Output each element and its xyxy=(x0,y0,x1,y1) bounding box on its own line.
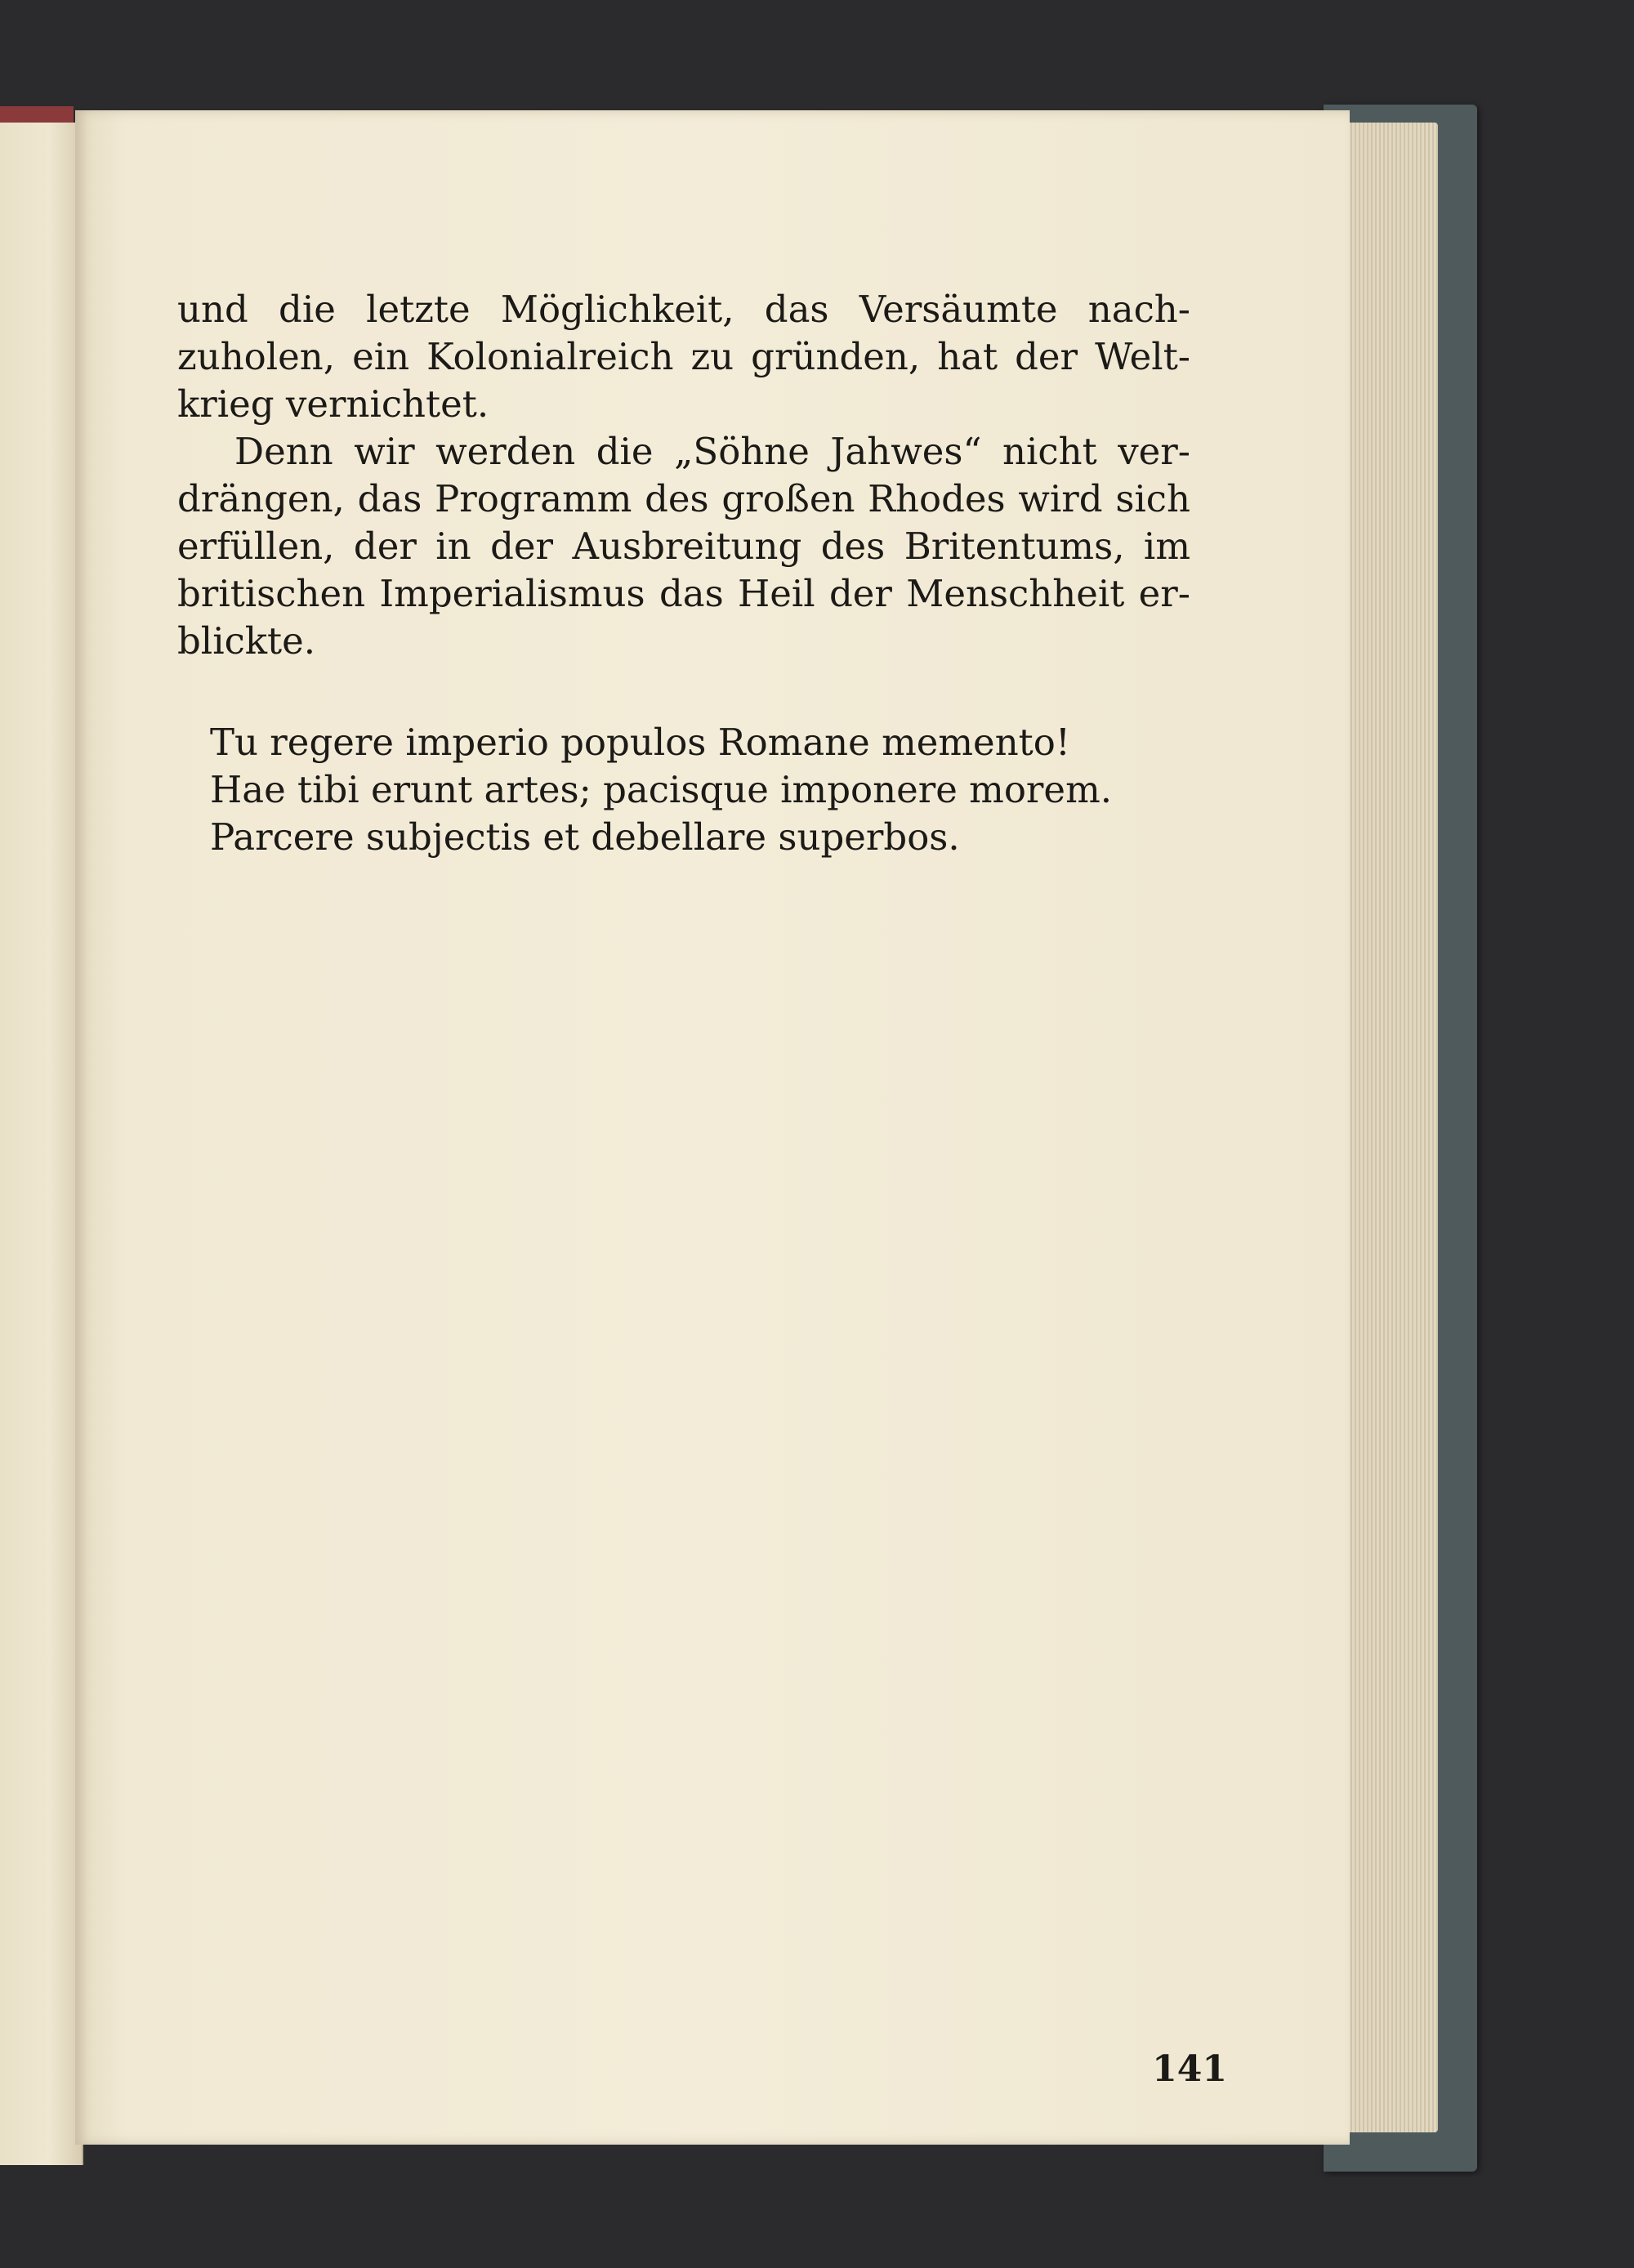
left-page-edge xyxy=(0,123,83,2165)
page-block-edges xyxy=(1340,123,1438,2132)
text-line: blickte. xyxy=(177,619,316,663)
text-line: Denn wir werden die „Söhne Jahwes“ nicht ver- xyxy=(234,430,1190,473)
paragraph-2 xyxy=(177,428,1190,665)
spacer xyxy=(177,665,1190,712)
page-number: 141 xyxy=(1152,2048,1227,2090)
latin-verse xyxy=(177,719,1190,861)
text-line: britischen Imperialismus das Heil der Menschheit er- xyxy=(177,572,1190,615)
left-page-binding-edge xyxy=(0,106,74,123)
text-line: und die letzte Möglichkeit, das Versäumte nach- xyxy=(177,288,1190,331)
verse-line: Parcere subjectis et debellare superbos. xyxy=(210,815,960,859)
text-line: drängen, das Programm des großen Rhodes wird sich xyxy=(177,477,1190,520)
verse-line: Tu regere imperio populos Romane memento! xyxy=(210,721,1070,764)
text-line: zuholen, ein Kolonialreich zu gründen, hat der Welt- xyxy=(177,335,1190,378)
right-page xyxy=(75,110,1350,2145)
text-line: erfüllen, der in der Ausbreitung des Britentums, im xyxy=(177,525,1190,568)
page-text xyxy=(177,286,1190,861)
paragraph-1 xyxy=(177,286,1190,428)
verse-line: Hae tibi erunt artes; pacisque imponere morem. xyxy=(210,768,1113,811)
text-line: krieg vernichtet. xyxy=(177,382,489,426)
